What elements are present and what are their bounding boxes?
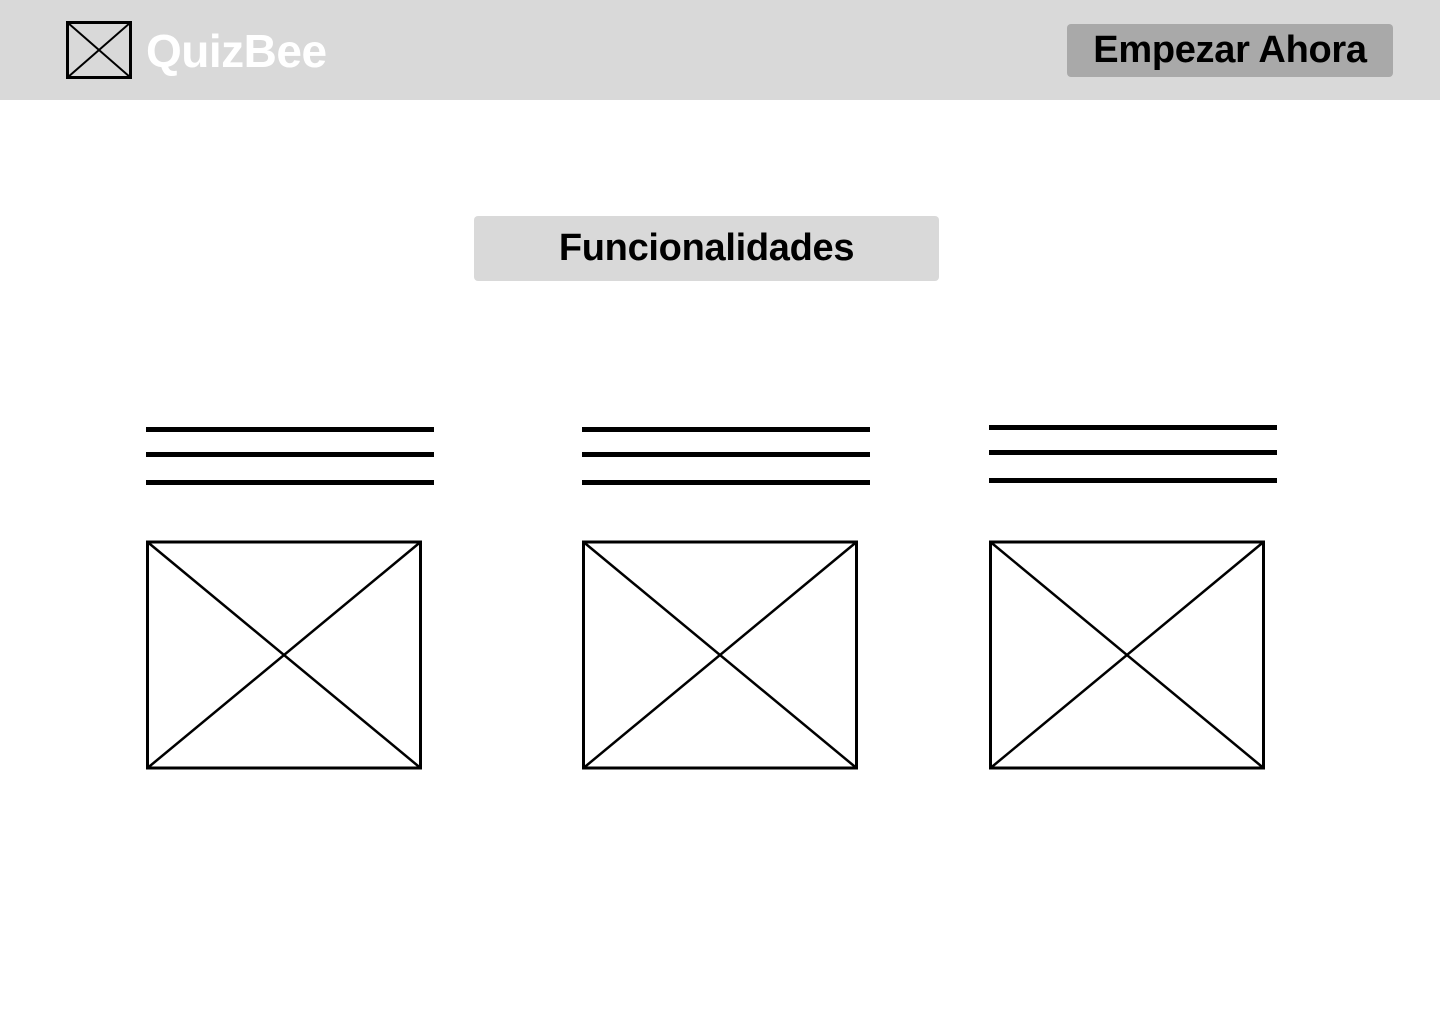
feature-card xyxy=(989,424,1279,784)
text-lines-icon xyxy=(989,424,1277,486)
image-placeholder-icon xyxy=(989,538,1267,770)
text-line xyxy=(146,480,434,485)
image-placeholder-icon xyxy=(146,538,424,770)
text-line xyxy=(989,450,1277,455)
text-line xyxy=(582,480,870,485)
feature-card xyxy=(146,426,436,786)
text-line xyxy=(146,427,434,432)
text-lines-icon xyxy=(146,426,434,488)
brand-name[interactable]: QuizBee xyxy=(146,25,327,77)
image-placeholder-icon xyxy=(582,538,860,770)
feature-card xyxy=(582,426,872,786)
text-line xyxy=(146,452,434,457)
text-line xyxy=(582,427,870,432)
text-lines-icon xyxy=(582,426,870,488)
logo-icon[interactable] xyxy=(66,21,132,79)
section-title: Funcionalidades xyxy=(474,216,939,281)
start-now-button[interactable]: Empezar Ahora xyxy=(1067,24,1393,77)
top-header xyxy=(0,0,1440,100)
text-line xyxy=(582,452,870,457)
text-line xyxy=(989,478,1277,483)
text-line xyxy=(989,425,1277,430)
